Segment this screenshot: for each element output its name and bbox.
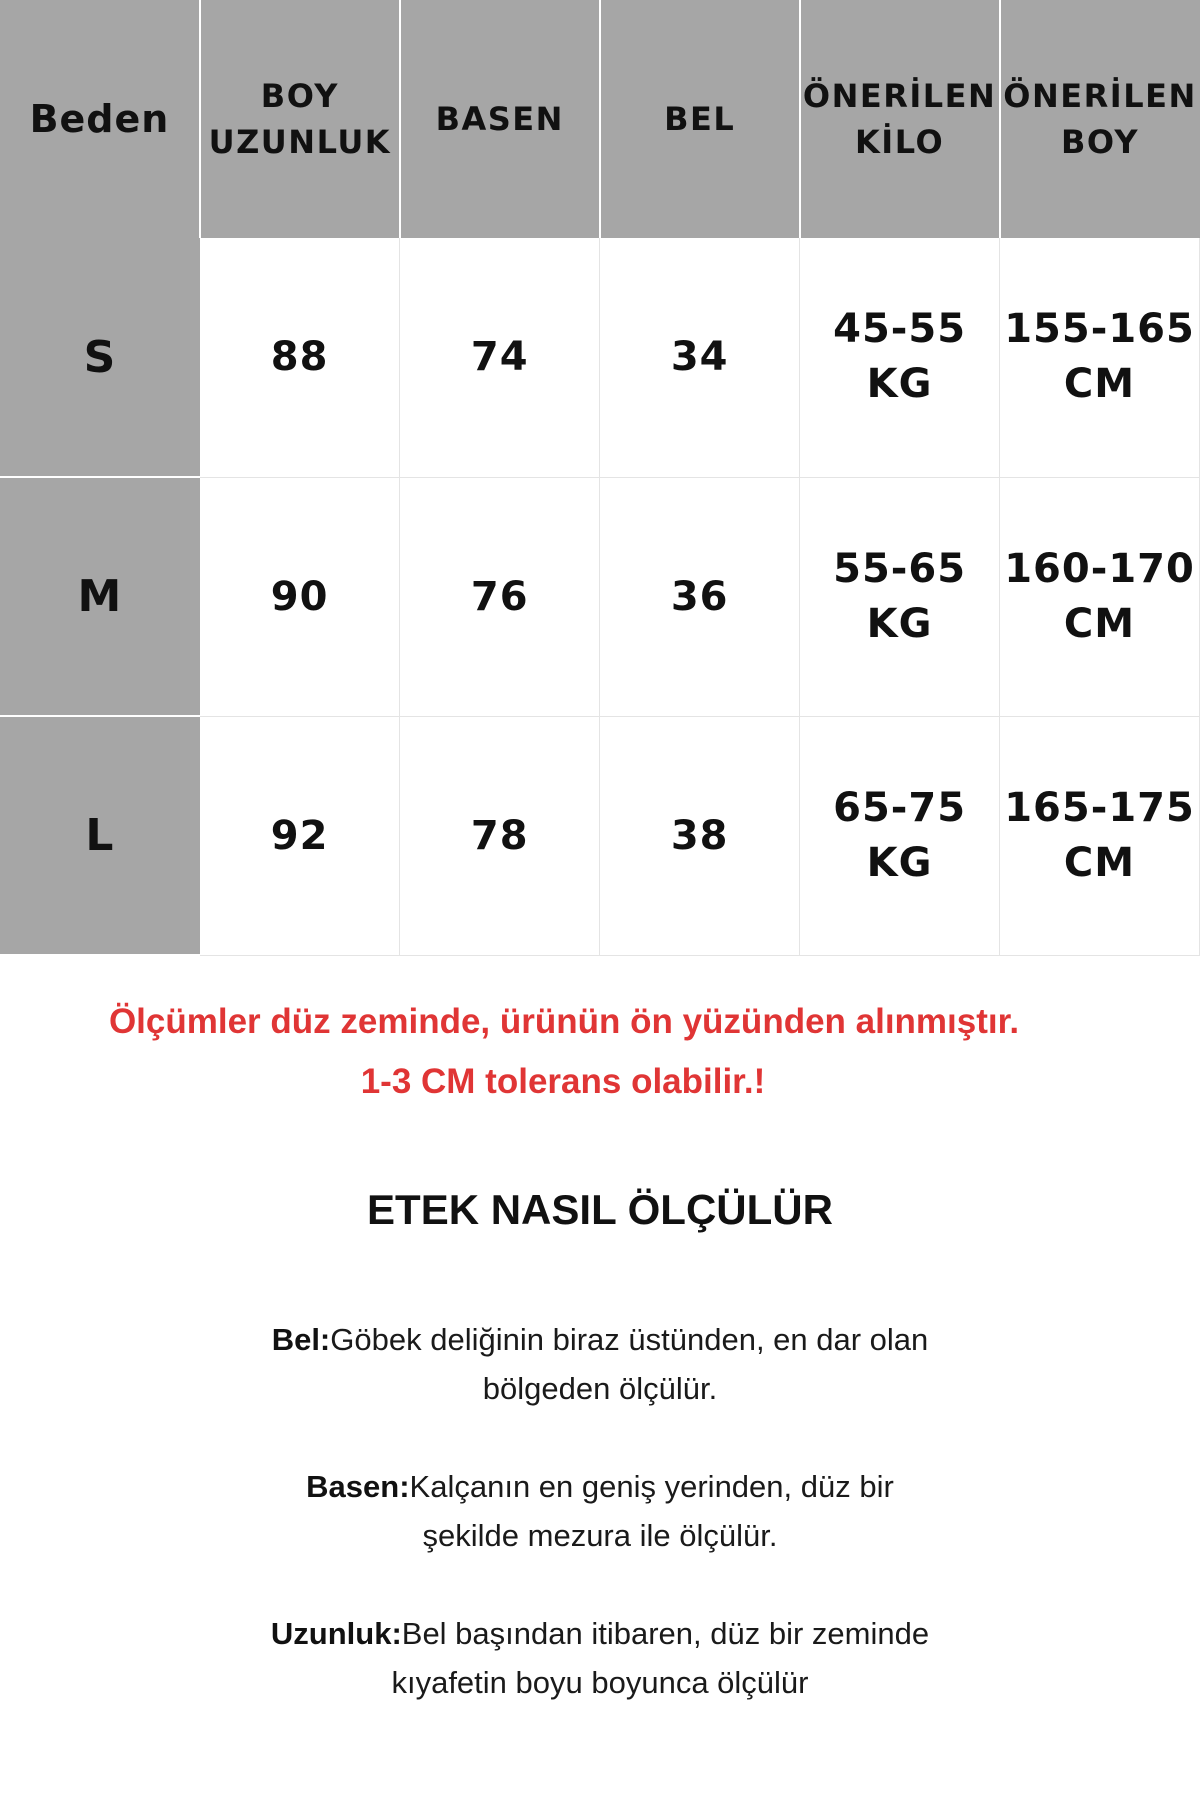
basen-cell: 76 [400,477,600,716]
boy-unit: CM [1063,839,1136,886]
kilo-cell [800,716,1000,955]
header-beden-label: Beden [29,97,170,141]
measurement-note: Ölçümler düz zeminde, ürünün ön yüzünden alınmıştır. [108,1002,1020,1041]
boy-cell [1000,716,1200,955]
size-cell: M [0,477,200,716]
boy-range: 155-165 [1004,306,1195,353]
header-onerilen-boy [1000,0,1200,238]
guide-basen [0,1462,1200,1560]
guide-bel-text-line1: Göbek deliğinin biraz üstünden, en dar olan [330,1322,929,1357]
header-onerilen-boy-line1: ÖNERİLEN [1003,77,1197,115]
bel-cell: 38 [600,716,800,955]
header-beden [0,0,200,238]
basen-cell: 74 [400,238,600,477]
size-cell: L [0,716,200,955]
header-onerilen-kilo-line1: ÖNERİLEN [802,77,997,115]
header-basen-label: BASEN [435,100,564,138]
header-row [0,0,1200,238]
header-boy-uzunluk [200,0,400,238]
guide-uzunluk [0,1609,1200,1707]
header-boy-uzunluk-line2: UZUNLUK [208,123,392,161]
boy-cell [1000,238,1200,477]
header-bel [600,0,800,238]
guide-uzunluk-text-line1: Bel başından itibaren, düz bir zeminde [401,1616,930,1651]
kilo-cell [800,238,1000,477]
bel-cell: 36 [600,477,800,716]
size-cell: S [0,238,200,477]
table-row [0,238,1200,477]
guide-bel [0,1315,1200,1413]
boy-range: 160-170 [1004,545,1195,592]
guide-bel-text-line2: bölgeden ölçülür. [482,1371,718,1406]
tolerance-note: 1-3 CM tolerans olabilir.! [360,1062,766,1101]
guide-basen-text-line1: Kalçanın en geniş yerinden, düz bir [409,1469,894,1504]
header-basen [400,0,600,238]
boy-uzunluk-cell: 88 [200,238,400,477]
boy-cell [1000,477,1200,716]
bel-cell: 34 [600,238,800,477]
header-onerilen-boy-line2: BOY [1060,123,1140,161]
table-row [0,477,1200,716]
header-boy-uzunluk-line1: BOY [260,77,339,115]
header-onerilen-kilo [800,0,1000,238]
kilo-range: 65-75 [833,784,967,831]
kilo-unit: KG [866,600,933,647]
guide-uzunluk-text-line2: kıyafetin boyu boyunca ölçülür [391,1665,809,1700]
kilo-range: 45-55 [833,306,967,353]
header-bel-label: BEL [664,100,736,138]
boy-uzunluk-cell: 92 [200,716,400,955]
table-row [0,716,1200,955]
kilo-unit: KG [866,361,933,408]
guide-bel-label: Bel: [271,1322,331,1357]
guide-basen-label: Basen: [306,1469,410,1504]
guide-basen-text-line2: şekilde mezura ile ölçülür. [422,1518,778,1553]
basen-cell: 78 [400,716,600,955]
boy-unit: CM [1063,361,1136,408]
kilo-unit: KG [866,839,933,886]
boy-range: 165-175 [1004,784,1195,831]
kilo-cell [800,477,1000,716]
boy-uzunluk-cell: 90 [200,477,400,716]
header-onerilen-kilo-line2: KİLO [855,123,945,161]
boy-unit: CM [1063,600,1136,647]
measuring-guide-title: ETEK NASIL ÖLÇÜLÜR [367,1186,833,1233]
kilo-range: 55-65 [833,545,967,592]
guide-uzunluk-label: Uzunluk: [270,1616,402,1651]
